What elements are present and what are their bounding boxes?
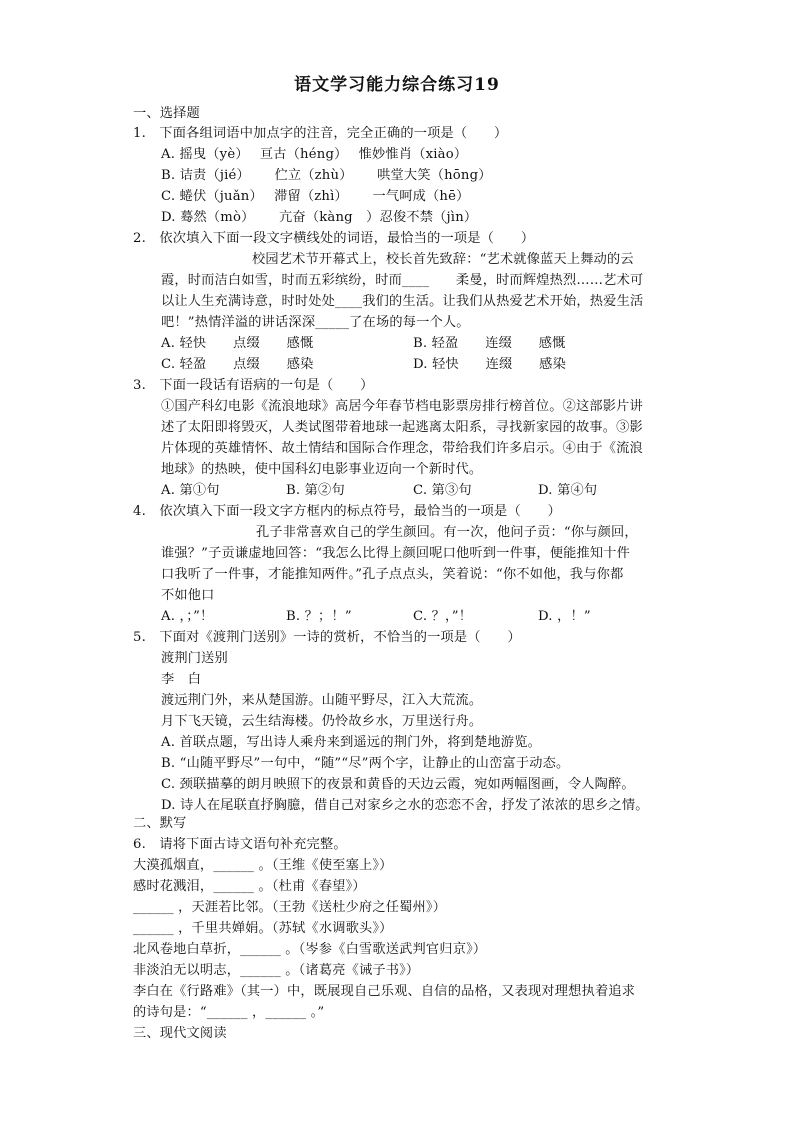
question-3-stem: 3. 下面一段话有语病的一句是（ ） bbox=[133, 378, 374, 393]
question-2-passage-line-2: 霞，时而洁白如雪，时而五彩缤纷，时而____ 柔曼，时而辉煌热烈……艺术可 bbox=[161, 273, 644, 288]
question-6-line-6: 非淡泊无以明志，______ 。（诸葛亮《诫子书》） bbox=[133, 963, 420, 978]
question-1-option-d: D. 蓦然（mò） 亢奋（kàng ）忍俊不禁（jìn） bbox=[161, 210, 478, 225]
document-title: 语文学习能力综合练习19 bbox=[294, 75, 500, 95]
question-2-option-b: B. 轻盈 连缀 感慨 bbox=[413, 336, 566, 351]
question-1-option-b: B. 诘责（jié） 伫立（zhù） 哄堂大笑（hōng） bbox=[161, 168, 492, 183]
question-1-stem: 1. 下面各组词语中加点字的注音，完全正确的一项是（ ） bbox=[133, 126, 508, 141]
poem-line-2: 月下飞天镜，云生结海楼。仍怜故乡水，万里送行舟。 bbox=[161, 714, 483, 729]
question-3-passage-line-4: 地球》的热映，使中国科幻电影事业迈向一个新时代。 bbox=[161, 462, 483, 477]
question-6-line-1: 大漠孤烟直，______ 。（王维《使至塞上》） bbox=[133, 858, 393, 873]
question-2-option-a: A. 轻快 点缀 感慨 bbox=[161, 336, 314, 351]
question-4-passage-line-3: 口我听了一件事，才能推知两件。”孔子点点头，笑着说：“你不如他，我与你都 bbox=[161, 567, 624, 582]
poem-title: 渡荆门送别 bbox=[161, 651, 228, 666]
section-heading-dictation: 二、默写 bbox=[133, 816, 187, 831]
question-4-option-d: D. ，！” bbox=[538, 609, 591, 624]
question-6-line-4: ______ ，千里共婵娟。（苏轼《水调歌头》） bbox=[133, 921, 393, 936]
question-2-stem: 2. 依次填入下面一段文字横线处的词语，最恰当的一项是（ ） bbox=[133, 231, 535, 246]
question-4-passage-line-1: 孔子非常喜欢自己的学生颜回。有一次，他问子贡：“你与颜回， bbox=[256, 525, 638, 540]
question-6-stem: 6. 请将下面古诗文语句补充完整。 bbox=[133, 837, 347, 852]
question-5-stem: 5. 下面对《渡荆门送别》一诗的赏析，不恰当的一项是（ ） bbox=[133, 630, 521, 645]
question-4-option-c: C. ？，”！ bbox=[413, 609, 473, 624]
question-6-line-2: 感时花溅泪，______ 。（杜甫《春望》） bbox=[133, 879, 366, 894]
question-6-line-7: 李白在《行路难》（其一）中，既展现自己乐观、自信的品格，又表现对理想执着追求 bbox=[133, 984, 636, 999]
question-3-passage-line-2: 述了太阳即将毁灭，人类试图带着地球一起逃离太阳系，寻找新家园的故事。③影 bbox=[161, 420, 643, 435]
question-6-line-5: 北风卷地白草折，______ 。（岑参《白雪歌送武判官归京》） bbox=[133, 942, 487, 957]
question-4-passage-line-2: 谁强？”子贡谦虚地回答：“我怎么比得上颜回呢口他听到一件事，便能推知十件 bbox=[161, 546, 631, 561]
question-1-option-a: A. 摇曳（yè） 亘古（héng） 惟妙惟肖（xiào） bbox=[161, 147, 468, 162]
question-1-option-c: C. 蜷伏（juǎn） 滞留（zhì） 一气呵成（hē） bbox=[161, 189, 470, 204]
question-3-passage-line-3: 片体现的英雄情怀、故土情结和国际合作理念，带给我们许多启示。④由于《流浪 bbox=[161, 441, 643, 456]
section-heading-choice: 一、选择题 bbox=[133, 106, 200, 121]
question-6-line-8: 的诗句是：“______ ，______ 。” bbox=[133, 1005, 325, 1020]
question-2-passage-line-3: 以让人生充满诗意，时时处处____我们的生活。让我们从热爱艺术开始，热爱生活 bbox=[161, 294, 644, 309]
question-4-option-b: B. ？；！” bbox=[286, 609, 352, 624]
question-2-option-c: C. 轻盈 点缀 感染 bbox=[161, 357, 314, 372]
question-2-passage-line-4: 吧！”热情洋溢的讲话深深_____了在场的每一个人。 bbox=[161, 315, 470, 330]
question-6-line-3: ______ ，天涯若比邻。（王勃《送杜少府之任蜀州》） bbox=[133, 900, 447, 915]
question-4-option-a: A. ，；”！ bbox=[161, 609, 214, 624]
question-5-option-a: A. 首联点题，写出诗人乘舟来到遥远的荆门外，将到楚地游览。 bbox=[161, 735, 541, 750]
question-2-option-d: D. 轻快 连缀 感染 bbox=[413, 357, 566, 372]
question-4-stem: 4. 依次填入下面一段文字方框内的标点符号，最恰当的一项是（ ） bbox=[133, 504, 561, 519]
question-5-option-c: C. 颈联描摹的朗月映照下的夜景和黄昏的天边云霞，宛如两幅图画，令人陶醉。 bbox=[161, 777, 635, 792]
question-3-option-c: C. 第③句 bbox=[413, 483, 472, 498]
question-4-passage-line-4: 不如他口 bbox=[161, 588, 215, 603]
question-3-passage-line-1: ①国产科幻电影《流浪地球》高居今年春节档电影票房排行榜首位。②这部影片讲 bbox=[161, 399, 643, 414]
question-3-option-d: D. 第④句 bbox=[538, 483, 598, 498]
question-2-passage-line-1: 校园艺术节开幕式上，校长首先致辞：“艺术就像蓝天上舞动的云 bbox=[252, 252, 634, 267]
section-heading-modern-reading: 三、现代文阅读 bbox=[133, 1026, 227, 1041]
poem-author: 李 白 bbox=[161, 672, 202, 687]
question-5-option-b: B. “山随平野尽”一句中，“随”“尽”两个字，让静止的山峦富于动态。 bbox=[161, 756, 570, 771]
question-3-option-b: B. 第②句 bbox=[286, 483, 345, 498]
question-3-option-a: A. 第①句 bbox=[161, 483, 220, 498]
question-5-option-d: D. 诗人在尾联直抒胸臆，借自己对家乡之水的恋恋不舍，抒发了浓浓的思乡之情。 bbox=[161, 798, 649, 813]
poem-line-1: 渡远荆门外，来从楚国游。山随平野尽，江入大荒流。 bbox=[161, 693, 483, 708]
